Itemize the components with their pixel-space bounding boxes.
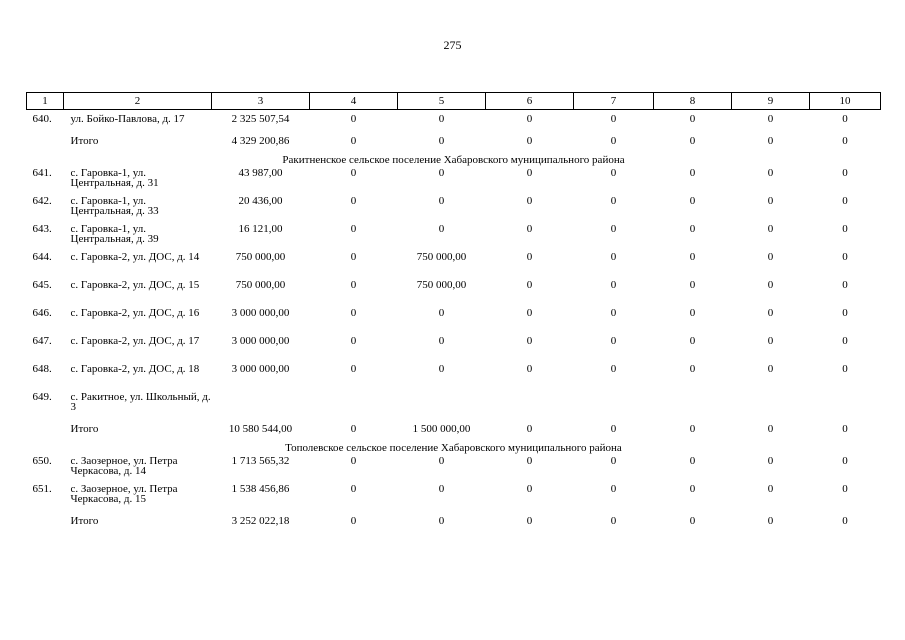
table-row [27,484,881,512]
col-5-value: 0 [438,483,445,495]
col-10-value: 0 [842,423,848,435]
address: ул. Бойко-Павлова, д. 17 [70,113,185,125]
header-col-8: 8 [654,93,732,110]
col-5-value: 750 000,00 [416,251,467,263]
col-8-value: 0 [689,515,696,527]
col-4-value: 0 [350,515,357,527]
col-8-value: 0 [689,167,696,179]
col-5-value: 0 [438,363,445,375]
col-9-value [732,392,810,420]
header-col-9: 9 [732,93,810,110]
col-3-value: 750 000,00 [235,279,286,291]
col-6-value [486,392,574,420]
table-row [27,364,881,392]
col-3-value: 4 329 200,86 [231,135,290,147]
col-8-value: 0 [689,363,696,375]
col-6-value: 0 [526,195,533,207]
header-col-1: 1 [27,93,64,110]
col-10-value: 0 [842,251,848,263]
address: с. Гаровка-1, ул. Центральная, д. 31 [70,167,159,189]
row-number: 647. [32,335,52,347]
col-10-value: 0 [842,135,848,147]
address: с. Гаровка-2, ул. ДОС, д. 17 [70,335,200,347]
col-7-value: 0 [610,515,617,527]
col-10-value: 0 [842,223,848,235]
col-4-value: 0 [350,251,357,263]
col-6-value: 0 [526,113,533,125]
table-body [27,110,881,535]
table-row [27,280,881,308]
col-7-value: 0 [610,135,617,147]
col-3-value: 1 538 456,86 [231,483,290,495]
row-number: 641. [32,167,52,179]
col-8-value: 0 [689,483,696,495]
total-label: Итого [70,423,99,435]
col-5-value: 0 [438,455,445,467]
col-8-value: 0 [689,223,696,235]
col-8-value: 0 [689,307,696,319]
col-8-value: 0 [689,335,696,347]
address: с. Гаровка-2, ул. ДОС, д. 14 [70,251,200,263]
col-7-value: 0 [610,167,617,179]
col-8-value: 0 [689,135,696,147]
col-9-value: 0 [767,223,774,235]
address: с. Гаровка-1, ул. Центральная, д. 33 [70,195,159,217]
budget-table [26,92,881,534]
col-6-value: 0 [526,515,533,527]
col-4-value: 0 [350,307,357,319]
col-3-value: 16 121,00 [238,223,283,235]
col-4-value: 0 [350,335,357,347]
row-number [27,512,64,534]
col-6-value: 0 [526,223,533,235]
col-7-value: 0 [610,195,617,207]
col-4-value: 0 [350,483,357,495]
col-10-value: 0 [842,279,848,291]
page-number: 275 [443,38,462,52]
col-6-value: 0 [526,483,533,495]
header-col-4: 4 [310,93,398,110]
table-row [27,252,881,280]
address: с. Заозерное, ул. Петра Черкасова, д. 15 [70,483,178,505]
row-number: 644. [32,251,52,263]
table-row [27,110,881,133]
col-9-value: 0 [767,423,774,435]
col-9-value: 0 [767,279,774,291]
col-5-value: 0 [438,113,445,125]
row-number: 642. [32,195,52,207]
section-header-row [27,154,881,168]
col-3-value [212,392,310,420]
address: с. Гаровка-2, ул. ДОС, д. 15 [70,279,200,291]
col-10-value: 0 [842,483,848,495]
col-3-value: 2 325 507,54 [231,113,290,125]
col-5-value: 0 [438,307,445,319]
address: с. Заозерное, ул. Петра Черкасова, д. 14 [70,455,178,477]
header-col-6: 6 [486,93,574,110]
col-7-value: 0 [610,307,617,319]
col-7-value [574,392,654,420]
col-4-value: 0 [350,279,357,291]
col-8-value [654,392,732,420]
col-9-value: 0 [767,515,774,527]
col-10-value: 0 [842,307,848,319]
col-4-value: 0 [350,167,357,179]
row-number: 650. [32,455,52,467]
col-8-value: 0 [689,279,696,291]
col-4-value: 0 [350,113,357,125]
col-4-value: 0 [350,423,357,435]
section-title: Тополевское сельское поселение Хабаровского муниципального района [285,442,622,454]
col-4-value: 0 [350,455,357,467]
table-row [27,456,881,484]
address: с. Гаровка-2, ул. ДОС, д. 16 [70,307,200,319]
col-7-value: 0 [610,335,617,347]
col-5-value [398,392,486,420]
col-5-value: 750 000,00 [416,279,467,291]
total-label: Итого [70,515,99,527]
col-9-value: 0 [767,363,774,375]
row-number: 651. [32,483,52,495]
col-10-value: 0 [842,455,848,467]
col-9-value: 0 [767,167,774,179]
col-4-value: 0 [350,135,357,147]
table-row [27,168,881,196]
header-col-3: 3 [212,93,310,110]
address: с. Ракитное, ул. Школьный, д. 3 [70,391,211,413]
table-row [27,392,881,420]
col-8-value: 0 [689,113,696,125]
total-label: Итого [70,135,99,147]
row-number [27,132,64,154]
col-6-value: 0 [526,279,533,291]
col-6-value: 0 [526,307,533,319]
row-number: 643. [32,223,52,235]
header-col-5: 5 [398,93,486,110]
table-row [27,224,881,252]
col-7-value: 0 [610,113,617,125]
row-number: 646. [32,307,52,319]
col-8-value: 0 [689,423,696,435]
col-6-value: 0 [526,335,533,347]
col-9-value: 0 [767,335,774,347]
section-header-row [27,442,881,456]
col-3-value: 3 000 000,00 [231,363,290,375]
col-5-value: 0 [438,335,445,347]
row-number: 640. [32,113,52,125]
row-number: 649. [32,391,52,403]
col-10-value: 0 [842,195,848,207]
col-4-value: 0 [350,363,357,375]
row-number [27,420,64,442]
col-7-value: 0 [610,483,617,495]
col-8-value: 0 [689,455,696,467]
col-3-value: 10 580 544,00 [228,423,293,435]
address: с. Гаровка-1, ул. Центральная, д. 39 [70,223,159,245]
col-10-value [810,392,881,420]
col-8-value: 0 [689,195,696,207]
col-5-value: 1 500 000,00 [412,423,471,435]
col-10-value: 0 [842,167,848,179]
table-row [27,336,881,364]
address: с. Гаровка-2, ул. ДОС, д. 18 [70,363,200,375]
col-6-value: 0 [526,251,533,263]
header-col-2: 2 [64,93,212,110]
col-9-value: 0 [767,251,774,263]
col-10-value: 0 [842,515,848,527]
col-10-value: 0 [842,363,848,375]
table-row [27,196,881,224]
col-7-value: 0 [610,363,617,375]
col-7-value: 0 [610,455,617,467]
col-10-value: 0 [842,335,848,347]
col-3-value: 1 713 565,32 [231,455,290,467]
col-6-value: 0 [526,423,533,435]
col-6-value: 0 [526,167,533,179]
col-9-value: 0 [767,307,774,319]
col-6-value: 0 [526,135,533,147]
col-7-value: 0 [610,223,617,235]
header-col-10: 10 [810,93,881,110]
col-3-value: 3 252 022,18 [231,515,290,527]
col-6-value: 0 [526,363,533,375]
total-row [27,420,881,442]
col-3-value: 20 436,00 [238,195,283,207]
col-6-value: 0 [526,455,533,467]
col-5-value: 0 [438,167,445,179]
row-number: 645. [32,279,52,291]
col-9-value: 0 [767,135,774,147]
col-7-value: 0 [610,423,617,435]
col-5-value: 0 [438,135,445,147]
col-3-value: 750 000,00 [235,251,286,263]
col-3-value: 3 000 000,00 [231,335,290,347]
table-row [27,308,881,336]
row-number: 648. [32,363,52,375]
col-10-value: 0 [842,113,848,125]
col-3-value: 43 987,00 [238,167,283,179]
col-4-value: 0 [350,195,357,207]
header-col-7: 7 [574,93,654,110]
total-row [27,132,881,154]
col-9-value: 0 [767,195,774,207]
header-row [27,93,881,110]
col-3-value: 3 000 000,00 [231,307,290,319]
col-4-value: 0 [350,223,357,235]
col-7-value: 0 [610,251,617,263]
col-5-value: 0 [438,223,445,235]
total-row [27,512,881,534]
col-9-value: 0 [767,455,774,467]
col-7-value: 0 [610,279,617,291]
section-title: Ракитненское сельское поселение Хабаровского муниципального района [282,154,625,166]
col-5-value: 0 [438,515,445,527]
col-5-value: 0 [438,195,445,207]
col-9-value: 0 [767,483,774,495]
col-9-value: 0 [767,113,774,125]
col-4-value [310,392,398,420]
col-8-value: 0 [689,251,696,263]
